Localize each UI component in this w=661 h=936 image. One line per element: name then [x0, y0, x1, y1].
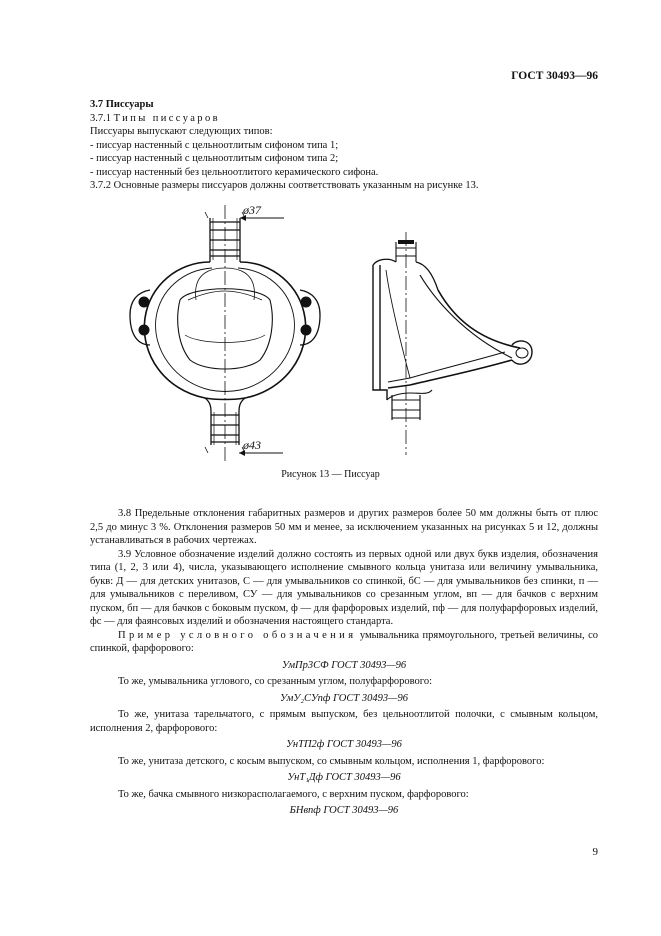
urinal-side-view	[373, 232, 532, 455]
section-title: 3.7 Писсуары	[90, 99, 154, 110]
example-lead-rest: умывальника прямоугольного, третьей величины, со спинкой, фарфорового:	[90, 629, 598, 654]
example-lead-spaced: Пример условного обозначения	[118, 629, 357, 641]
type-item-3: - писсуар настенный без цельноотлитого керамического сифона.	[90, 166, 379, 178]
paragraph-3-8: 3.8 Предельные отклонения габаритных размеров и других размеров более 50 мм должны быть от плюс 2,5 до минус 3 %. Отклонения размеров 50 мм и менее, за исключением указанных на рисунках 5 и 12, должны устанавливаться в рабочих чертежах.	[90, 508, 598, 546]
designation-code-1: УмПр3СФ ГОСТ 30493—96	[281, 659, 407, 671]
paragraph-3-9: 3.9 Условное обозначение изделий должно состоять из первых одной или двух букв изделия, обозначения типа (1, 2, 3 или 4), числа, указывающего исполнение смывного кольца унитаза или величину умывальника, букв: Д — для детских унитазов, С — для умывальников со спинкой, бС — для умывальников без спинки, п — для умывальников с переливом, СУ — для умывальников со срезанным углом, вп — для бачков с верхним пуском, бп — для бачков с боковым пуском, ф — для фарфоровых изделий, пф — для полуфарфоровых изделий, фс — для фаянсовых изделий и обозначения настоящего стандарта.	[90, 548, 598, 627]
type-item-1: - писсуар настенный с цельноотлитым сифоном типа 1;	[90, 139, 339, 151]
designation-code-2: УмУ₂СУпф ГОСТ 30493—96	[280, 692, 408, 704]
designation-code-4: УнТ₁Дф ГОСТ 30493—96	[287, 772, 401, 783]
type-item-2: - писсуар настенный с цельноотлитым сифоном типа 2;	[90, 153, 339, 164]
figure-caption: Рисунок 13 — Писсуар	[281, 469, 380, 480]
example-text-2: То же, умывальника углового, со срезанным углом, полуфарфорового:	[118, 676, 432, 687]
dimension-top-label: ø37	[243, 203, 261, 217]
dimension-bottom-label: ø43	[243, 438, 261, 452]
subsection-title: Типы писсуаров	[113, 112, 220, 124]
example-text-3: То же, унитаза тарельчатого, с прямым выпуском, без цельноотлитой полочки, с смывным кольцом, исполнения 2, фарфорового:	[90, 709, 598, 734]
example-text-4: То же, унитаза детского, с косым выпуском, со смывным кольцом, исполнения 1, фарфорового:	[118, 755, 545, 767]
page-header-standard: ГОСТ 30493—96	[511, 70, 598, 82]
body-text	[90, 507, 598, 821]
paragraph-3-7-2: 3.7.2 Основные размеры писсуаров должны соответствовать указанным на рисунке 13.	[90, 180, 479, 191]
subsection-number: 3.7.1	[90, 112, 111, 124]
types-intro: Писсуары выпускают следующих типов:	[90, 126, 273, 137]
page-number: 9	[592, 846, 598, 858]
designation-code-5: БНвпф ГОСТ 30493—96	[289, 805, 399, 816]
example-intro	[90, 629, 598, 656]
designation-code-3: УнТП2ф ГОСТ 30493—96	[286, 739, 402, 750]
urinal-front-view	[130, 205, 320, 462]
example-text-5: То же, бачка смывного низкорасполагаемого, с верхним пуском, фарфорового:	[118, 788, 469, 800]
